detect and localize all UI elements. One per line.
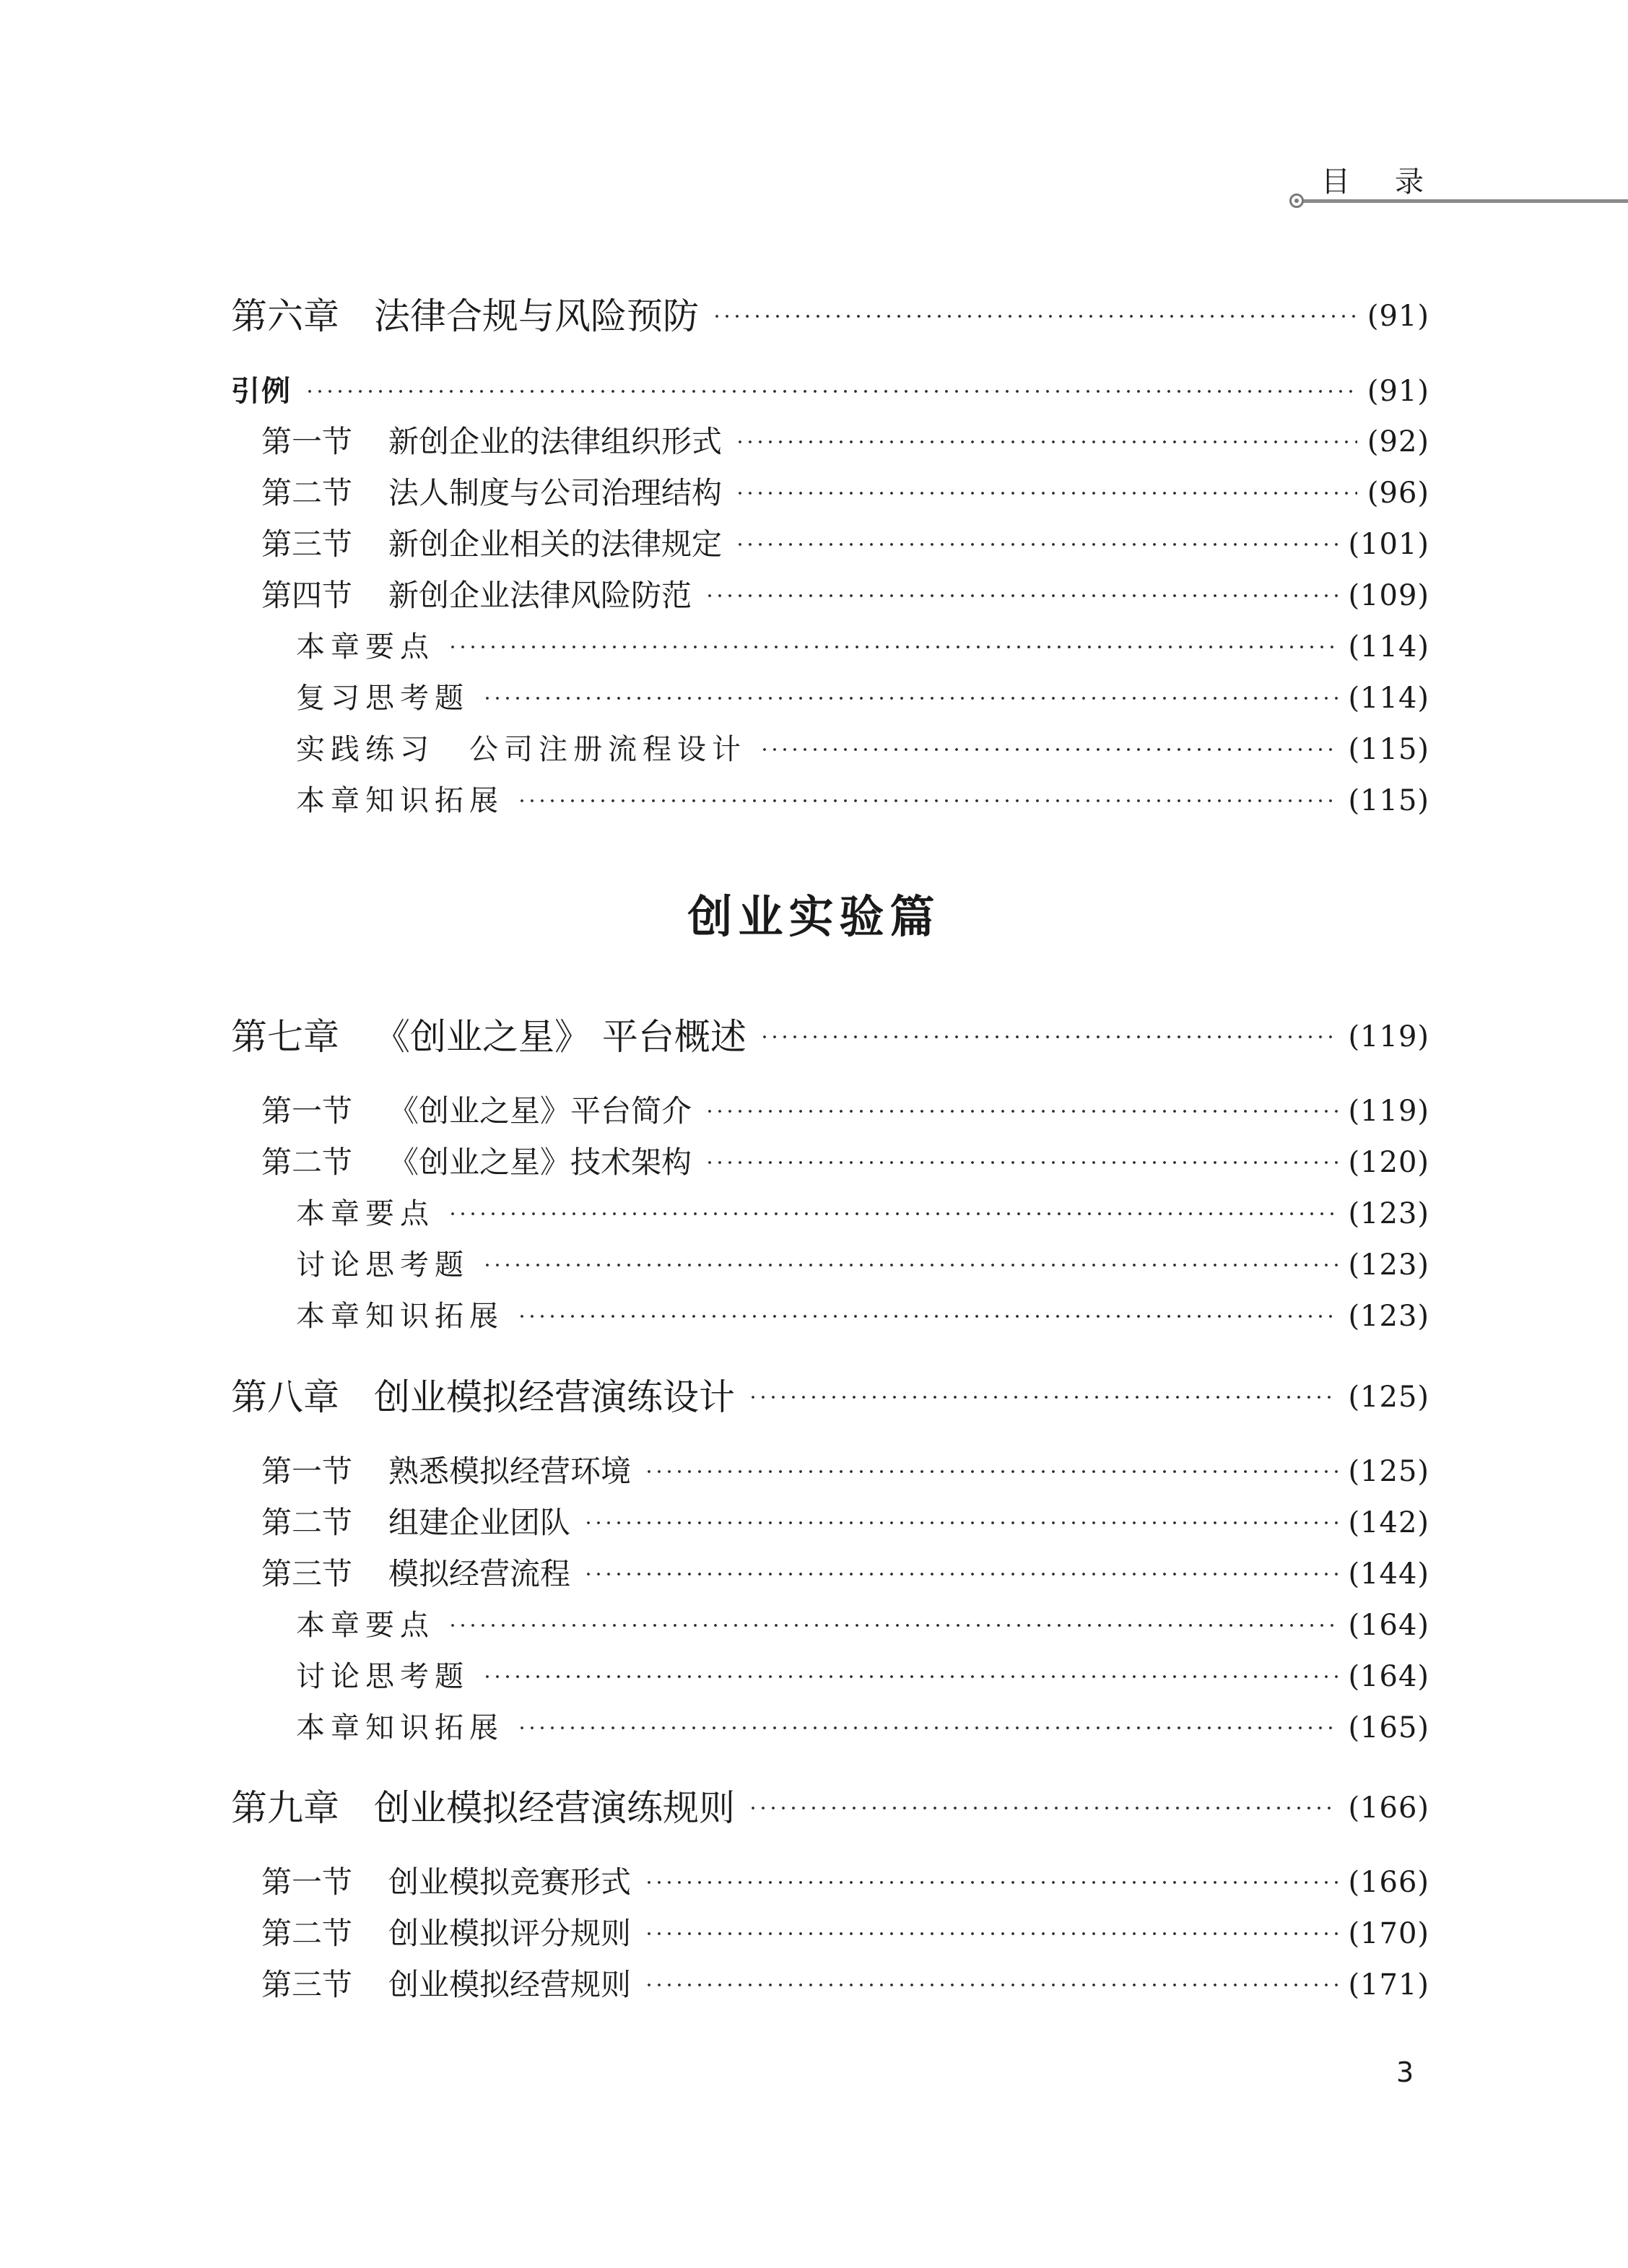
toc-subitem[interactable] <box>296 675 1429 721</box>
toc-section[interactable] <box>261 573 1429 619</box>
section-title: 新创企业法律风险防范 <box>388 578 692 613</box>
subitem-title: 本章知识拓展 <box>296 1711 504 1745</box>
dot-leader <box>748 1396 1338 1399</box>
page-ref: (165) <box>1348 1711 1429 1745</box>
dot-leader <box>735 492 1357 495</box>
toc-chapter-8[interactable] <box>231 1370 1429 1425</box>
header-rule <box>1298 199 1628 203</box>
chapter-number: 第八章 <box>231 1376 339 1418</box>
chapter-number: 第七章 <box>231 1016 339 1058</box>
section-title: 《创业之星》平台简介 <box>388 1093 692 1129</box>
page-ref: (164) <box>1348 1609 1429 1642</box>
page-ref: (170) <box>1348 1917 1429 1950</box>
dot-leader <box>644 1932 1338 1935</box>
toc-intro[interactable] <box>231 368 1429 414</box>
section-number: 第二节 <box>261 1916 353 1951</box>
dot-leader <box>517 1726 1338 1729</box>
subitem-title: 讨论思考题 <box>296 1660 469 1693</box>
section-heading <box>261 1859 631 1906</box>
dot-leader <box>712 315 1357 318</box>
dot-leader <box>705 594 1338 597</box>
page-ref: (96) <box>1367 477 1429 510</box>
chapter-title: 创业模拟经营演练规则 <box>374 1787 735 1829</box>
page-ref: (114) <box>1348 682 1429 715</box>
page-ref: (101) <box>1348 528 1429 561</box>
running-header-title: 目录 <box>1321 165 1468 199</box>
section-title: 新创企业相关的法律规定 <box>388 526 723 562</box>
section-heading <box>261 1551 570 1597</box>
toc-section[interactable] <box>261 1500 1429 1546</box>
section-heading <box>261 1962 631 2008</box>
chapter-title: 创业模拟经营演练设计 <box>374 1376 735 1418</box>
section-number: 第三节 <box>261 526 353 562</box>
dot-leader <box>448 1624 1338 1627</box>
toc-section[interactable] <box>261 1139 1429 1186</box>
chapter-heading <box>231 1370 735 1425</box>
section-heading <box>261 1911 631 1957</box>
section-title: 创业模拟经营规则 <box>388 1967 632 2002</box>
page-ref: (120) <box>1348 1146 1429 1179</box>
dot-leader <box>644 1984 1338 1986</box>
page-ref: (171) <box>1348 1968 1429 2002</box>
subitem-title: 本章要点 <box>296 1609 435 1642</box>
dot-leader <box>735 543 1338 546</box>
part-title: 创业实验篇 <box>687 890 941 943</box>
page-ref: (91) <box>1367 300 1429 333</box>
section-number: 第三节 <box>261 1967 353 2002</box>
section-heading <box>261 1500 570 1546</box>
toc-section[interactable] <box>261 1088 1429 1134</box>
page-ref: (123) <box>1348 1197 1429 1230</box>
dot-leader <box>705 1161 1338 1164</box>
subitem-title: 本章要点 <box>296 630 435 664</box>
section-number: 第二节 <box>261 475 353 510</box>
toc-subitem[interactable] <box>296 1654 1429 1700</box>
dot-leader <box>748 1807 1338 1809</box>
section-number: 第二节 <box>261 1505 353 1540</box>
section-title: 模拟经营流程 <box>388 1556 571 1591</box>
page-ref: (166) <box>1348 1866 1429 1899</box>
page-ref: (91) <box>1367 375 1429 408</box>
subitem-title: 复习思考题 <box>296 682 469 715</box>
dot-leader <box>448 1212 1338 1215</box>
dot-leader <box>759 1035 1338 1038</box>
page-ref: (166) <box>1348 1791 1429 1825</box>
dot-leader <box>482 1264 1338 1266</box>
section-number: 第四节 <box>261 578 353 613</box>
toc-subitem[interactable] <box>296 1242 1429 1288</box>
section-heading <box>261 573 692 619</box>
dot-leader <box>644 1881 1338 1884</box>
toc-section[interactable] <box>261 521 1429 568</box>
page-ref: (92) <box>1367 425 1429 459</box>
toc-section[interactable] <box>261 1859 1429 1906</box>
section-heading <box>261 470 722 516</box>
section-number: 第一节 <box>261 1093 353 1129</box>
section-heading <box>261 419 722 465</box>
dot-leader <box>517 799 1338 802</box>
dot-leader <box>482 1675 1338 1678</box>
toc-chapter-7[interactable] <box>231 1009 1429 1064</box>
dot-leader <box>482 697 1338 700</box>
dot-leader <box>305 390 1357 393</box>
chapter-heading <box>231 1009 746 1064</box>
toc-subitem[interactable] <box>296 778 1429 824</box>
section-title: 熟悉模拟经营环境 <box>388 1454 632 1489</box>
section-title: 法人制度与公司治理结构 <box>388 475 723 510</box>
dot-leader <box>705 1110 1338 1113</box>
dot-leader <box>735 440 1357 443</box>
toc-chapter-6[interactable] <box>231 289 1429 344</box>
page-ref: (123) <box>1348 1300 1429 1333</box>
section-heading <box>261 1139 692 1186</box>
subitem-title: 实践练习 公司注册流程设计 <box>296 733 746 766</box>
chapter-heading <box>231 289 699 344</box>
subitem-title: 本章知识拓展 <box>296 784 504 817</box>
toc-subitem[interactable] <box>296 726 1429 773</box>
chapter-title: 《创业之星》 平台概述 <box>374 1016 746 1058</box>
subitem-title: 本章要点 <box>296 1197 435 1230</box>
section-number: 第一节 <box>261 424 353 459</box>
page-ref: (119) <box>1348 1020 1429 1053</box>
section-title: 创业模拟评分规则 <box>388 1916 632 1951</box>
toc-subitem[interactable] <box>296 1705 1429 1751</box>
chapter-title: 法律合规与风险预防 <box>374 295 699 337</box>
section-title: 新创企业的法律组织形式 <box>388 424 723 459</box>
header-bullet-icon <box>1289 194 1304 208</box>
page-ref: (114) <box>1348 630 1429 664</box>
page-ref: (123) <box>1348 1248 1429 1282</box>
toc-section[interactable] <box>261 1551 1429 1597</box>
dot-leader <box>759 748 1338 751</box>
dot-leader <box>517 1315 1338 1318</box>
chapter-number: 第九章 <box>231 1787 339 1829</box>
section-heading <box>261 1088 692 1134</box>
toc-section[interactable] <box>261 419 1429 465</box>
page-ref: (144) <box>1348 1557 1429 1591</box>
page-ref: (142) <box>1348 1506 1429 1539</box>
section-number: 第二节 <box>261 1144 353 1180</box>
page-ref: (115) <box>1348 733 1429 766</box>
section-title: 《创业之星》技术架构 <box>388 1144 692 1180</box>
page-ref: (115) <box>1348 784 1429 817</box>
intro-label: 引例 <box>231 375 292 408</box>
toc-section[interactable] <box>261 1962 1429 2008</box>
section-number: 第一节 <box>261 1864 353 1900</box>
page-ref: (119) <box>1348 1095 1429 1128</box>
section-title: 创业模拟竞赛形式 <box>388 1864 632 1900</box>
chapter-heading <box>231 1781 735 1835</box>
toc-subitem[interactable] <box>296 624 1429 670</box>
section-title: 组建企业团队 <box>388 1505 571 1540</box>
section-heading <box>261 1448 631 1495</box>
subitem-title: 本章知识拓展 <box>296 1300 504 1333</box>
chapter-number: 第六章 <box>231 295 339 337</box>
section-number: 第三节 <box>261 1556 353 1591</box>
page-number: 3 <box>1396 2056 1414 2088</box>
page-ref: (109) <box>1348 579 1429 612</box>
toc-section[interactable] <box>261 1448 1429 1495</box>
toc-subitem[interactable] <box>296 1602 1429 1648</box>
page-ref: (164) <box>1348 1660 1429 1693</box>
dot-leader <box>583 1573 1338 1576</box>
toc-section[interactable] <box>261 470 1429 516</box>
dot-leader <box>644 1470 1338 1473</box>
page-ref: (125) <box>1348 1455 1429 1488</box>
page-ref: (125) <box>1348 1381 1429 1414</box>
section-heading <box>261 521 722 568</box>
toc-chapter-9[interactable] <box>231 1781 1429 1835</box>
section-number: 第一节 <box>261 1454 353 1489</box>
toc-section[interactable] <box>261 1911 1429 1957</box>
toc-subitem[interactable] <box>296 1293 1429 1339</box>
subitem-title: 讨论思考题 <box>296 1248 469 1282</box>
dot-leader <box>583 1521 1338 1524</box>
toc-subitem[interactable] <box>296 1191 1429 1237</box>
dot-leader <box>448 646 1338 648</box>
